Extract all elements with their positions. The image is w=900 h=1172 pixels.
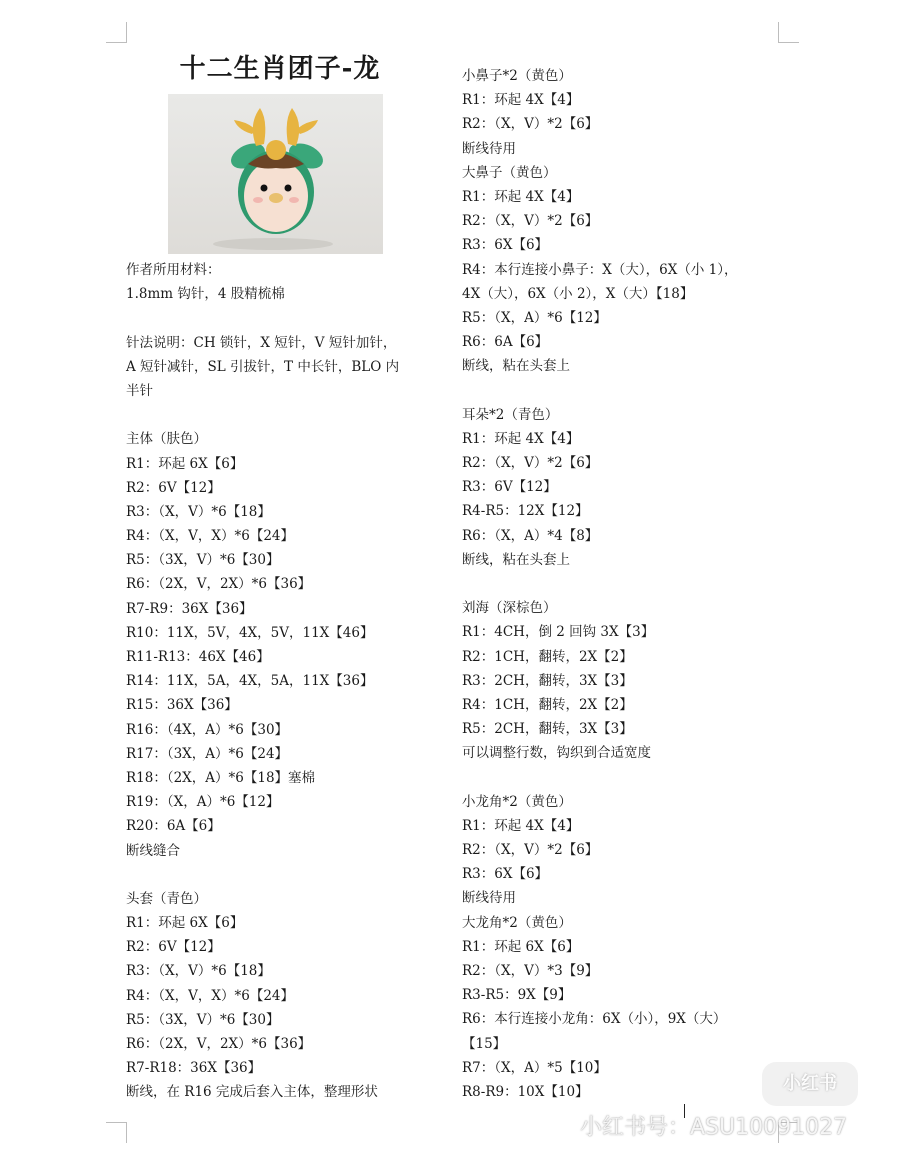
- pattern-line: R4：（X，V，X）*6【24】: [126, 528, 294, 545]
- pattern-line: R1：环起 4X【4】: [462, 817, 580, 834]
- page-corner-mark: [778, 22, 799, 43]
- pattern-line: R6：6A【6】: [462, 334, 549, 351]
- pattern-line: R1：环起 4X【4】: [462, 92, 580, 109]
- pattern-line: 刘海（深棕色）: [462, 600, 557, 617]
- pattern-line: 断线，在 R16 完成后套入主体，整理形状: [126, 1084, 378, 1101]
- pattern-line: R3：6X【6】: [462, 237, 549, 254]
- pattern-line: R3：（X，V）*6【18】: [126, 503, 271, 520]
- pattern-line: R7：（X，A）*5【10】: [462, 1059, 607, 1076]
- pattern-line: R5：（3X，V）*6【30】: [126, 552, 280, 569]
- pattern-line: R4：1CH，翻转，2X【2】: [462, 696, 633, 713]
- pattern-line: R5：2CH，翻转，3X【3】: [462, 721, 633, 738]
- pattern-line: 1.8mm 钩针，4 股精梳棉: [126, 286, 285, 303]
- pattern-line: R6：本行连接小龙角：6X（小），9X（大）: [462, 1011, 727, 1028]
- pattern-line: R1：环起 4X【4】: [462, 430, 580, 447]
- pattern-line: 半针: [126, 382, 153, 399]
- blank-line: [462, 572, 737, 596]
- pattern-line: R20：6A【6】: [126, 818, 221, 835]
- pattern-line: R8-R9：10X【10】: [462, 1083, 589, 1100]
- pattern-line: R5：（X，A）*6【12】: [462, 309, 607, 326]
- pattern-line: R2：（X，V）*2【6】: [462, 213, 599, 230]
- pattern-line: R2：（X，V）*2【6】: [462, 116, 599, 133]
- pattern-line: 小龙角*2（黄色）: [462, 793, 572, 810]
- xiaohongshu-logo-watermark: 小红书: [762, 1062, 858, 1106]
- pattern-line: R4：（X，V，X）*6【24】: [126, 987, 294, 1004]
- pattern-line: A 短针减针，SL 引拔针，T 中长针，BLO 内: [126, 358, 400, 375]
- pattern-line: R3：6V【12】: [462, 479, 557, 496]
- pattern-line: R3：（X，V）*6【18】: [126, 963, 271, 980]
- pattern-line: R4-R5：12X【12】: [462, 503, 589, 520]
- pattern-line: R15：36X【36】: [126, 697, 238, 714]
- pattern-line: 断线待用: [462, 890, 516, 907]
- pattern-line: R1：环起 6X【6】: [126, 455, 244, 472]
- page-corner-mark: [106, 22, 127, 43]
- pattern-line: R3：6X【6】: [462, 866, 549, 883]
- blank-line: [126, 403, 399, 427]
- blank-line: [462, 765, 737, 789]
- document-title: 十二生肖团子-龙: [179, 54, 381, 84]
- pattern-line: R7-R9：36X【36】: [126, 600, 253, 617]
- account-id-watermark: 小红书号：ASU10091027: [580, 1115, 848, 1140]
- page-corner-mark: [106, 1122, 127, 1143]
- pattern-line: R6：（2X，V，2X）*6【36】: [126, 1036, 312, 1052]
- pattern-line: 大鼻子（黄色）: [462, 164, 557, 181]
- pattern-line: 主体（肤色）: [126, 431, 207, 448]
- pattern-line: R2：（X，V）*2【6】: [462, 842, 599, 858]
- pattern-line: R17：（3X，A）*6【24】: [126, 745, 289, 762]
- pattern-line: R2：6V【12】: [126, 939, 221, 956]
- pattern-line: 断线待用: [462, 140, 516, 157]
- pattern-line: 可以调整行数，钩织到合适宽度: [462, 745, 651, 762]
- pattern-line: 头套（青色）: [126, 890, 207, 907]
- blank-line: [126, 863, 399, 887]
- pattern-line: R14：11X，5A，4X，5A，11X【36】: [126, 673, 374, 690]
- pattern-line: R1：环起 6X【6】: [462, 938, 580, 955]
- pattern-line: R3-R5：9X【9】: [462, 987, 572, 1004]
- pattern-line: 断线缝合: [126, 842, 180, 859]
- left-column: [126, 258, 399, 1105]
- right-column: [462, 64, 737, 1104]
- pattern-line: R10：11X，5V，4X，5V，11X【46】: [126, 624, 374, 641]
- pattern-line: 耳朵*2（青色）: [462, 406, 559, 423]
- pattern-line: R7-R18：36X【36】: [126, 1060, 262, 1077]
- pattern-line: 小鼻子*2（黄色）: [462, 68, 572, 84]
- blank-line: [126, 306, 399, 330]
- pattern-line: R5：（3X，V）*6【30】: [126, 1011, 280, 1028]
- pattern-line: R18：（2X，A）*6【18】塞棉: [126, 769, 316, 786]
- pattern-line: R2：6V【12】: [126, 479, 221, 496]
- pattern-line: R16：（4X，A）*6【30】: [126, 721, 289, 738]
- pattern-line: R6：（2X，V，2X）*6【36】: [126, 576, 312, 593]
- pattern-line: 断线，粘在头套上: [462, 551, 570, 568]
- pattern-line: R6：（X，A）*4【8】: [462, 527, 599, 544]
- pattern-line: R4：本行连接小鼻子：X（大），6X（小 1），: [462, 261, 738, 278]
- pattern-line: R2：（X，V）*2【6】: [462, 455, 599, 471]
- pattern-line: R2：1CH，翻转，2X【2】: [462, 648, 633, 665]
- pattern-line: 针法说明：CH 锁针，X 短针，V 短针加针，: [126, 334, 397, 351]
- pattern-line: 断线，粘在头套上: [462, 358, 570, 375]
- pattern-line: 4X（大），6X（小 2），X（大）【18】: [462, 285, 694, 302]
- pattern-line: R1：4CH，倒 2 回钩 3X【3】: [462, 624, 655, 641]
- pattern-line: R1：环起 6X【6】: [126, 915, 244, 932]
- dragon-amigurumi-photo: [168, 94, 383, 254]
- pattern-line: 大龙角*2（黄色）: [462, 914, 572, 931]
- blank-line: [462, 378, 737, 402]
- pattern-line: R1：环起 4X【4】: [462, 188, 580, 205]
- pattern-line: R2：（X，V）*3【9】: [462, 962, 599, 979]
- pattern-line: 【15】: [462, 1035, 507, 1052]
- pattern-line: R3：2CH，翻转，3X【3】: [462, 672, 633, 689]
- pattern-line: R11-R13：46X【46】: [126, 649, 270, 665]
- pattern-line: 作者所用材料：: [126, 262, 221, 278]
- pattern-line: R19：（X，A）*6【12】: [126, 794, 280, 811]
